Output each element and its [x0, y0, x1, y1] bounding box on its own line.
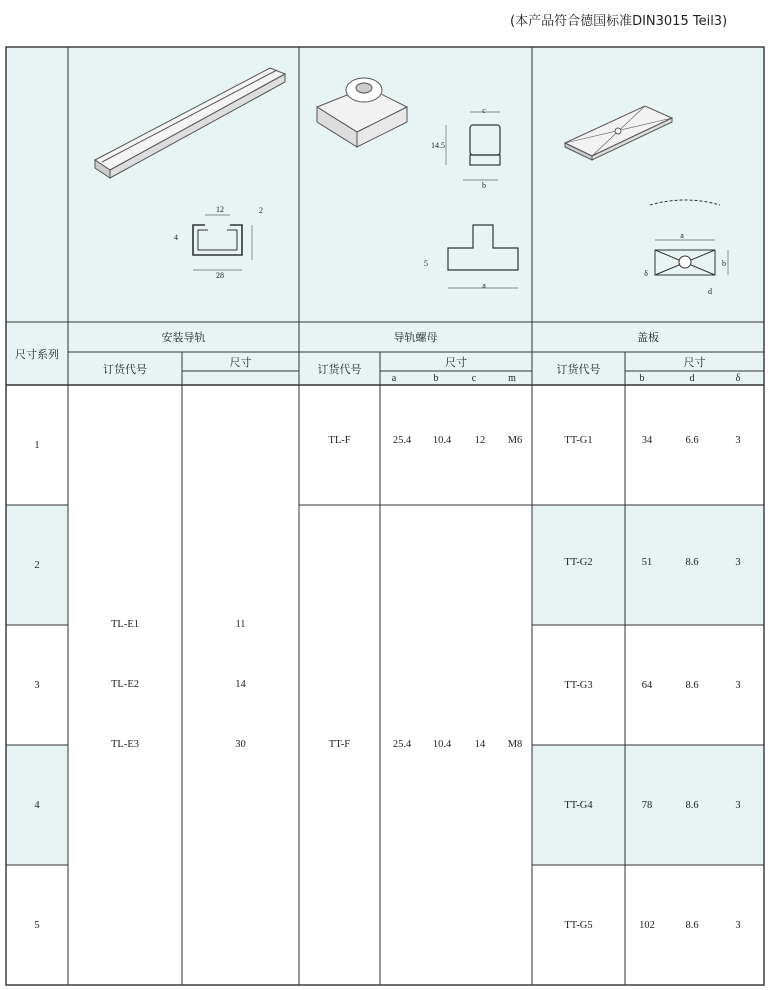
rail-size-2: 14: [235, 678, 246, 690]
cover-t-3: 3: [735, 679, 741, 691]
cover-size-header: 尺寸: [683, 355, 706, 369]
cover-dim-a: a: [680, 230, 684, 240]
cover-t-1: 3: [735, 434, 741, 446]
series-1: 1: [34, 439, 40, 451]
cover-d-3: 8.6: [685, 679, 699, 691]
rail-dim-len: 28: [216, 270, 224, 280]
nut-tl-f-m: M6: [507, 434, 523, 446]
cover-b-3: 64: [641, 679, 653, 691]
nut-code-tt-f: TT-F: [328, 738, 351, 750]
cover-b-4: 78: [641, 799, 653, 811]
rail-group-header: 安装导轨: [161, 331, 206, 344]
nut-dim-b: b: [482, 180, 486, 190]
cover-d-1: 6.6: [685, 434, 699, 446]
cover-code-5: TT-G5: [564, 919, 593, 931]
standard-note: (本产品符合德国标准DIN3015 Teil3): [510, 14, 728, 29]
rail-nut-drawing: [312, 62, 412, 152]
cover-t-2: 3: [735, 557, 741, 568]
rail-code-1: TL-E1: [111, 618, 139, 630]
cover-code-3: TT-G3: [564, 679, 593, 691]
cover-d-4: 8.6: [685, 799, 699, 811]
nut-tt-f-c: 14: [474, 738, 486, 750]
series-3: 3: [34, 679, 40, 691]
cover-t-4: 3: [735, 799, 741, 811]
nut-col-a: a: [391, 372, 397, 384]
cover-plate-drawing: [560, 98, 680, 168]
cover-d-2: 8.6: [685, 557, 699, 568]
cover-col-b: b: [639, 372, 645, 384]
nut-dim-t: 5: [424, 258, 428, 268]
rail-code-3: TL-E3: [111, 738, 139, 750]
nut-col-m: m: [508, 372, 516, 384]
cover-b-1: 34: [641, 434, 653, 446]
nut-col-b: b: [433, 372, 439, 384]
mounting-rail-drawing: [90, 60, 290, 190]
nut-tl-f-b: 10.4: [432, 434, 452, 446]
cover-dim-b: b: [722, 258, 726, 268]
cover-code-4: TT-G4: [564, 799, 593, 811]
nut-tt-f-a: 25.4: [392, 738, 412, 750]
cover-dim-t: δ: [644, 268, 648, 278]
nut-tl-f-c: 12: [474, 434, 486, 446]
nut-col-c: c: [471, 372, 477, 384]
cover-code-1: TT-G1: [564, 434, 593, 446]
cover-t-5: 3: [735, 919, 741, 931]
nut-tl-f-a: 25.4: [392, 434, 412, 446]
rail-size-1: 11: [235, 618, 246, 630]
nut-dim-h: 14.5: [431, 140, 445, 150]
cover-order-code-header: 订货代号: [556, 362, 601, 376]
cover-col-d: d: [689, 372, 695, 384]
nut-size-header: 尺寸: [445, 355, 467, 369]
rail-dim-h: 4: [174, 232, 178, 242]
rail-dim-w: 12: [216, 204, 224, 214]
nut-tt-f-m: M8: [507, 738, 523, 750]
cover-b-2: 51: [641, 557, 653, 568]
nut-order-code-header: 订货代号: [317, 362, 362, 376]
rail-order-code-header: 订货代号: [103, 362, 147, 376]
nut-dim-a: a: [482, 280, 486, 290]
rail-size-3: 30: [235, 738, 246, 750]
rail-nut-section-drawing: [418, 100, 528, 295]
cover-b-5: 102: [639, 919, 655, 931]
nut-dim-c: c: [482, 105, 486, 115]
rail-dim-side: 2: [259, 205, 263, 215]
cover-d-5: 8.6: [685, 919, 699, 931]
nut-tt-f-b: 10.4: [432, 738, 452, 750]
series-2: 2: [34, 559, 40, 571]
rail-code-2: TL-E2: [111, 678, 139, 690]
size-series-header: 尺寸系列: [15, 347, 59, 361]
cover-plate-section-drawing: [640, 190, 750, 310]
series-4: 4: [34, 799, 40, 811]
nut-code-tl-f: TL-F: [328, 434, 351, 446]
series-5: 5: [34, 919, 40, 931]
cover-code-2: TT-G2: [564, 557, 593, 568]
nut-group-header: 导轨螺母: [393, 331, 438, 344]
cover-col-delta: δ: [735, 372, 741, 384]
cover-dim-d: d: [708, 286, 712, 296]
cover-group-header: 盖板: [637, 331, 659, 344]
rail-size-header: 尺寸: [229, 355, 252, 369]
